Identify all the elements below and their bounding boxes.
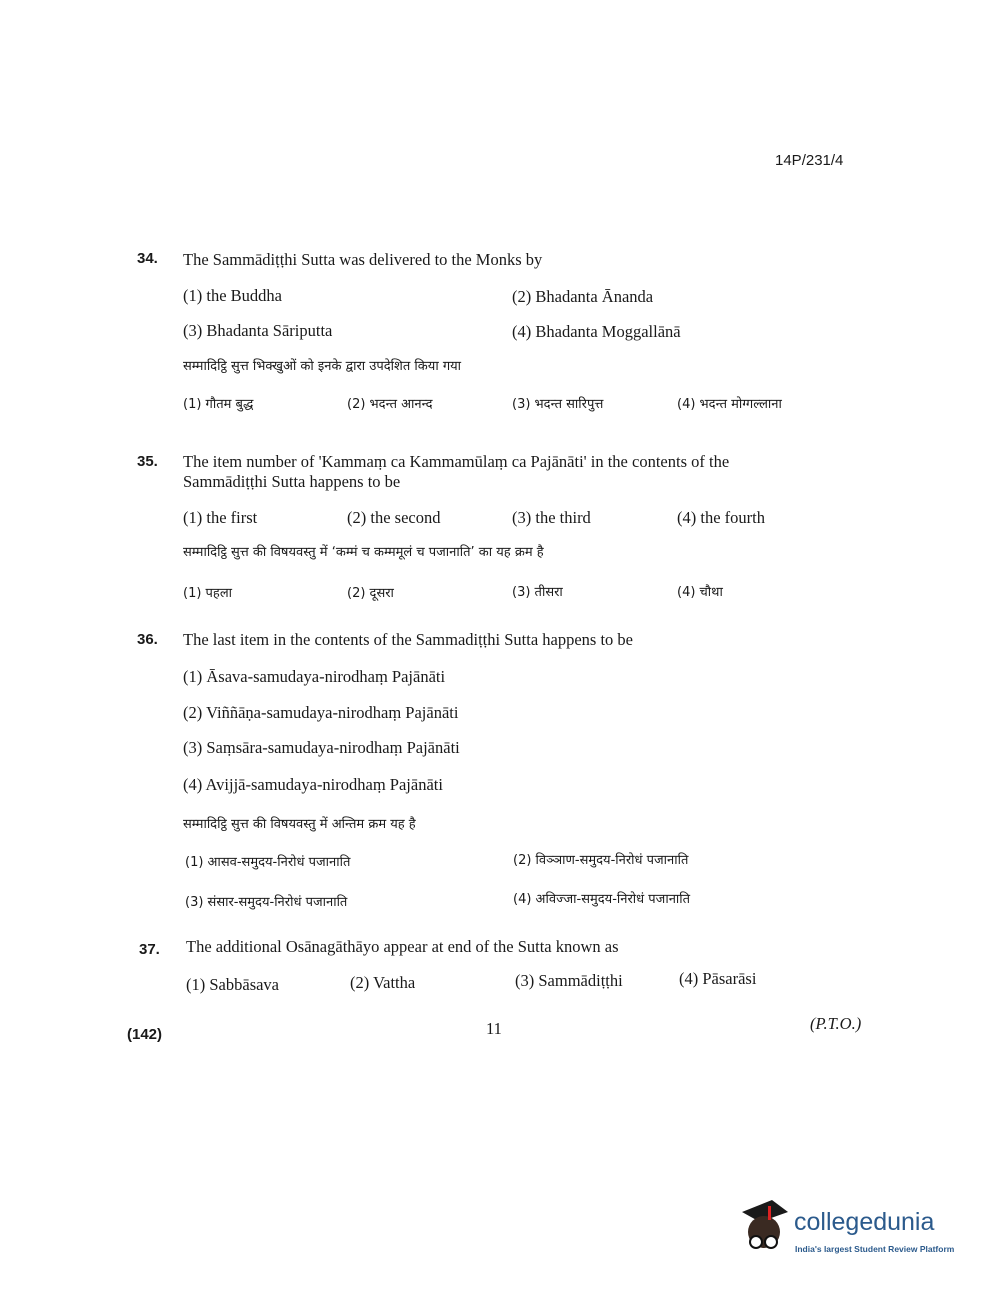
question-text: The Sammādiṭṭhi Sutta was delivered to the Monks by: [183, 250, 543, 269]
hindi-option: (2) विञ्ञाण-समुदय-निरोधं पजानाति: [513, 853, 689, 868]
option: (4) the fourth: [677, 508, 765, 527]
collegedunia-logo: [738, 1198, 963, 1268]
option: (1) the Buddha: [183, 286, 282, 305]
option: (1) Āsava-samudaya-nirodhaṃ Pajānāti: [183, 667, 446, 686]
hindi-option: (2) दूसरा: [347, 586, 394, 601]
option: (4) Bhadanta Moggallānā: [512, 322, 681, 341]
hindi-option: (1) आसव-समुदय-निरोधं पजानाति: [185, 855, 351, 870]
question-text: The additional Osānagāthāyo appear at end of the Sutta known as: [186, 937, 619, 956]
pto-label: (P.T.O.): [810, 1014, 862, 1033]
question-text: The last item in the contents of the Sammadiṭṭhi Sutta happens to be: [183, 630, 633, 649]
option: (4) Avijjā-samudaya-nirodhaṃ Pajānāti: [183, 775, 443, 794]
hindi-option: (3) भदन्त सारिपुत्त: [512, 397, 604, 412]
option: (3) the third: [512, 508, 591, 527]
hindi-option: (3) संसार-समुदय-निरोधं पजानाति: [185, 895, 348, 910]
option: (1) Sabbāsava: [186, 975, 280, 994]
hindi-option: (2) भदन्त आनन्द: [347, 397, 433, 412]
option: (2) Vattha: [350, 973, 416, 992]
option: (3) Sammādiṭṭhi: [515, 971, 623, 990]
option: (2) Viññāṇa-samudaya-nirodhaṃ Pajānāti: [183, 703, 459, 722]
question-text: Sammādiṭṭhi Sutta happens to be: [183, 472, 401, 491]
mascot-icon: [738, 1198, 794, 1258]
hindi-option: (4) चौथा: [677, 585, 723, 600]
hindi-question-text: सम्मादिट्ठि सुत्त की विषयवस्तु में अन्तिम क्रम यह है: [183, 817, 416, 832]
paper-code: 14P/231/4: [775, 152, 844, 169]
option: (3) Bhadanta Sāriputta: [183, 321, 333, 340]
option: (1) the first: [183, 508, 258, 527]
hindi-option: (1) पहला: [183, 586, 233, 601]
hindi-option: (3) तीसरा: [512, 585, 563, 600]
footer-code: (142): [127, 1026, 163, 1043]
question-text: The item number of 'Kammaṃ ca Kammamūlaṃ ca Pajānāti' in the contents of the: [183, 452, 730, 471]
brand-name: collegedunia: [794, 1208, 935, 1236]
hindi-option: (4) अविज्जा-समुदय-निरोधं पजानाति: [513, 892, 691, 907]
brand-tagline: India's largest Student Review Platform: [795, 1244, 955, 1254]
option: (2) Bhadanta Ānanda: [512, 287, 654, 306]
question-number: 36.: [137, 631, 158, 648]
hindi-option: (1) गौतम बुद्ध: [183, 397, 254, 412]
hindi-option: (4) भदन्त मोग्गल्लाना: [677, 397, 782, 412]
option: (4) Pāsarāsi: [679, 969, 757, 988]
question-number: 37.: [139, 941, 160, 958]
page-number: 11: [486, 1019, 502, 1038]
question-number: 35.: [137, 453, 158, 470]
hindi-question-text: सम्मादिट्ठि सुत्त भिक्खुओं को इनके द्वारा उपदेशित किया गया: [183, 359, 462, 374]
option: (3) Saṃsāra-samudaya-nirodhaṃ Pajānāti: [183, 738, 460, 757]
option: (2) the second: [347, 508, 441, 527]
hindi-question-text: सम्मादिट्ठि सुत्त की विषयवस्तु में ‘कम्मं च कम्ममूलं च पजानाति’ का यह क्रम है: [183, 545, 544, 560]
question-number: 34.: [137, 250, 158, 267]
